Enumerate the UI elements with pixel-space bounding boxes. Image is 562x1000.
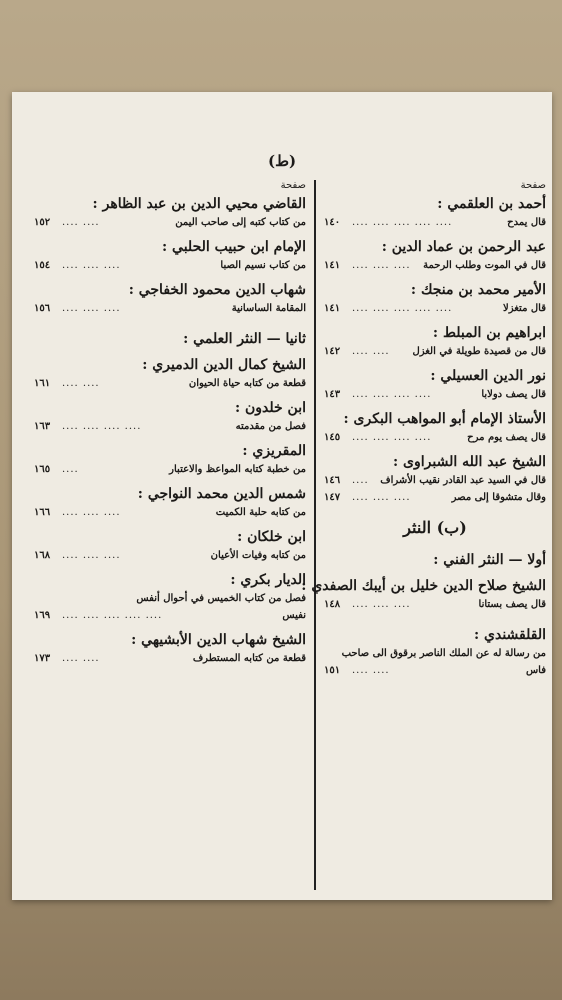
- page-ref: ١٤٣: [324, 389, 341, 400]
- item-title: قال يصف بستانا: [478, 599, 546, 610]
- toc-item: [34, 214, 306, 231]
- leader-dots: .... .... .... .... ....: [352, 303, 453, 314]
- toc-item: [324, 472, 546, 489]
- item-title: قال من قصيدة طويلة في الغزل: [412, 346, 546, 357]
- toc-item: [34, 547, 306, 564]
- toc-item: [324, 214, 546, 231]
- author-heading: نور الدين العسيلي :: [430, 368, 546, 384]
- toc-entry: [324, 237, 546, 274]
- page-ref: ١٦٨: [34, 550, 51, 561]
- author-heading: الشيخ كمال الدين الدميري :: [142, 357, 306, 373]
- subsection-heading: أولا — النثر الفني :: [433, 552, 546, 568]
- author-heading: القلقشندي :: [473, 627, 546, 643]
- author-heading: الإمام ابن حبيب الحلبي :: [162, 239, 306, 255]
- item-title: قطعة من كتابه حياة الحيوان: [188, 378, 306, 389]
- toc-entry: [34, 630, 306, 667]
- page-ref: ١٦٩: [34, 610, 51, 621]
- page-ref: ١٤١: [324, 303, 341, 314]
- toc-entry: [34, 398, 306, 435]
- author-heading: القاضي محيي الدين بن عبد الظاهر :: [92, 196, 306, 212]
- item-title: من خطبة كتابه المواعظ والاعتبار: [169, 464, 306, 475]
- page-ref: ١٦٥: [34, 464, 51, 475]
- author-heading: الأستاذ الإمام أبو المواهب البكرى :: [343, 411, 546, 427]
- author-heading: شمس الدين محمد النواجي :: [137, 486, 306, 502]
- author-heading: ابراهيم بن المبلط :: [432, 325, 546, 341]
- toc-entry: [34, 237, 306, 274]
- toc-entry: [324, 409, 546, 446]
- item-title: من كتاب نسيم الصبا: [220, 260, 306, 271]
- page-ref: ١٥١: [324, 665, 341, 676]
- item-title: وقال متشوقا إلى مصر: [451, 492, 546, 503]
- toc-entry: [34, 280, 306, 317]
- leader-dots: .... ....: [352, 665, 390, 676]
- toc-item: [34, 607, 306, 624]
- page-ref: ١٥٢: [34, 217, 51, 228]
- leader-dots: ....: [62, 464, 79, 475]
- leader-dots: .... .... ....: [352, 492, 411, 503]
- toc-item: [324, 489, 546, 506]
- item-title: من كتاب كتبه إلى صاحب اليمن: [175, 217, 306, 228]
- author-heading: ابن خلدون :: [234, 400, 306, 416]
- page-ref: ١٤٦: [324, 475, 341, 486]
- author-heading: ابن خلكان :: [237, 529, 306, 545]
- leader-dots: .... .... .... .... ....: [352, 217, 453, 228]
- toc-item: [34, 257, 306, 274]
- section-heading: (ب) النثر: [403, 518, 467, 537]
- item-title: فصل من مقدمته: [235, 421, 306, 432]
- leader-dots: .... .... ....: [62, 260, 121, 271]
- toc-item: [34, 504, 306, 521]
- toc-entry: [324, 323, 546, 360]
- page-ref: ١٤٥: [324, 432, 341, 443]
- leader-dots: .... .... ....: [62, 303, 121, 314]
- item-title: نفيس: [282, 610, 306, 621]
- toc-item: [324, 386, 546, 403]
- leader-dots: .... .... .... ....: [352, 389, 432, 400]
- author-heading: شهاب الدين محمود الخفاجي :: [128, 282, 306, 298]
- toc-entry: [324, 366, 546, 403]
- toc-item: [324, 343, 546, 360]
- leader-dots: .... .... .... .... ....: [62, 610, 163, 621]
- leader-dots: .... .... ....: [62, 550, 121, 561]
- page-ref: ١٤٨: [324, 599, 341, 610]
- toc-entry: [34, 194, 306, 231]
- page-ref: ١٤٧: [324, 492, 341, 503]
- item-title: قال يمدح: [507, 217, 546, 228]
- toc-entry: [34, 355, 306, 392]
- author-heading: الشيخ شهاب الدين الأبشيهي :: [131, 632, 306, 648]
- page-ref: ١٤٠: [324, 217, 341, 228]
- item-title: فصل من كتاب الخميس في أحوال أنفس: [136, 593, 306, 604]
- page-number: (ط): [267, 152, 297, 170]
- author-heading: أحمد بن العلقمي :: [437, 196, 546, 212]
- toc-entry: [34, 570, 306, 624]
- toc-item: [34, 418, 306, 435]
- toc-item: [34, 461, 306, 478]
- toc-item: [324, 429, 546, 446]
- item-title: من كتابه وفيات الأعيان: [210, 550, 306, 561]
- leader-dots: .... .... ....: [352, 260, 411, 271]
- page-ref: ١٦٦: [34, 507, 51, 518]
- author-heading: الديار بكري :: [230, 572, 306, 588]
- author-heading: عبد الرحمن بن عماد الدين :: [381, 239, 546, 255]
- toc-item: [324, 645, 546, 679]
- toc-entry: [324, 452, 546, 506]
- leader-dots: ....: [352, 475, 369, 486]
- leader-dots: .... .... ....: [352, 599, 411, 610]
- page-ref: ١٤٢: [324, 346, 341, 357]
- column-header: صفحة: [280, 180, 306, 191]
- item-title: قال متغزلا: [503, 303, 546, 314]
- toc-item: [34, 650, 306, 667]
- toc-entry: [34, 484, 306, 521]
- item-title: من رسالة له عن الملك الناصر برقوق الى صاحب فاس: [341, 648, 546, 676]
- leader-dots: .... ....: [352, 346, 390, 357]
- toc-entry: [324, 194, 546, 231]
- item-title: قال يصف دولابا: [481, 389, 546, 400]
- item-title: قطعة من كتابه المستطرف: [192, 653, 306, 664]
- leader-dots: .... ....: [62, 653, 100, 664]
- toc-item: [324, 300, 546, 317]
- page-ref: ١٦١: [34, 378, 51, 389]
- toc-entry: [301, 576, 546, 613]
- toc-entry: [324, 280, 546, 317]
- page-ref: ١٦٣: [34, 421, 51, 432]
- page-ref: ١٧٣: [34, 653, 51, 664]
- leader-dots: .... .... ....: [62, 507, 121, 518]
- item-title: قال في الموت وطلب الرحمة: [423, 260, 546, 271]
- author-heading: المقريزي :: [242, 443, 306, 459]
- author-heading: الشيخ عبد الله الشبراوى :: [393, 454, 546, 470]
- column-divider: [314, 180, 316, 890]
- toc-entry: [34, 527, 306, 564]
- page-ref: ١٤١: [324, 260, 341, 271]
- author-heading: الشيخ صلاح الدين خليل بن أيبك الصفدي :: [301, 578, 546, 594]
- page-ref: ١٥٤: [34, 260, 51, 271]
- item-title: قال في السيد عبد القادر نقيب الأشراف: [380, 475, 546, 486]
- toc-item: [34, 375, 306, 392]
- item-title: المقامة الساسانية: [231, 303, 306, 314]
- leader-dots: .... .... .... ....: [352, 432, 432, 443]
- toc-item: [324, 257, 546, 274]
- subsection-heading: ثانيا — النثر العلمي :: [183, 331, 306, 347]
- toc-item: [324, 596, 546, 613]
- author-heading: الأمير محمد بن منجك :: [410, 282, 546, 298]
- toc-entry: [324, 625, 546, 679]
- left-column: [34, 180, 306, 667]
- toc-entry: [34, 441, 306, 478]
- right-column: [301, 180, 546, 679]
- leader-dots: .... .... .... ....: [62, 421, 142, 432]
- toc-item: [88, 590, 306, 607]
- leader-dots: .... ....: [62, 217, 100, 228]
- item-title: من كتابه حلبة الكميت: [215, 507, 306, 518]
- toc-item: [34, 300, 306, 317]
- item-title: قال يصف يوم مرح: [467, 432, 546, 443]
- page-ref: ١٥٦: [34, 303, 51, 314]
- leader-dots: .... ....: [62, 378, 100, 389]
- book-page: [12, 92, 552, 900]
- column-header: صفحة: [520, 180, 546, 191]
